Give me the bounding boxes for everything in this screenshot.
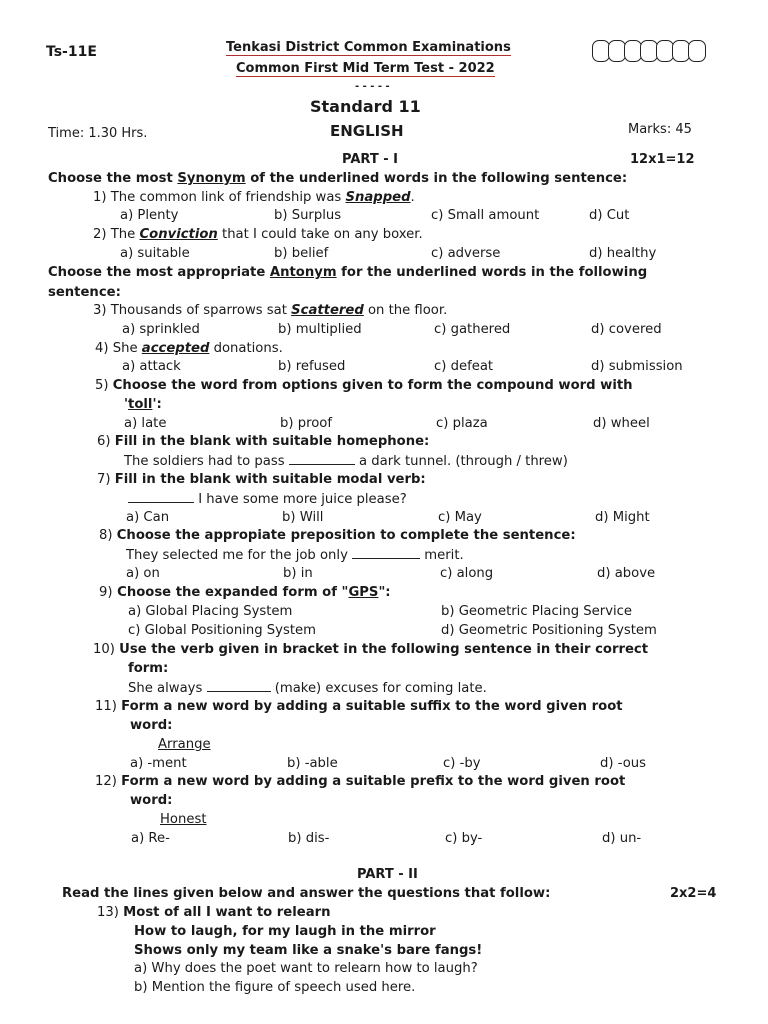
q3-option-c: c) gathered — [434, 322, 511, 337]
q9-option-a: a) Global Placing System — [128, 604, 293, 619]
question-11: 11) Form a new word by adding a suitable suffix to the word given root — [95, 699, 623, 714]
header-dashes: - - - - - — [355, 81, 390, 92]
question-13: 13) Most of all I want to relearn — [97, 905, 331, 920]
exam-time: Time: 1.30 Hrs. — [48, 126, 148, 141]
antonym-instruction-cont: sentence: — [48, 285, 121, 300]
q2-option-a: a) suitable — [120, 246, 190, 261]
q1-option-a: a) Plenty — [120, 208, 179, 223]
exam-name: Tenkasi District Common Examinations — [226, 40, 511, 55]
question-10-sentence: She always (make) excuses for coming late. — [128, 681, 487, 696]
part1-score: 12x1=12 — [630, 152, 695, 167]
subject-title: ENGLISH — [330, 122, 404, 140]
q12-option-b: b) dis- — [288, 831, 330, 846]
q3-option-b: b) multiplied — [278, 322, 362, 337]
register-number-boxes — [592, 40, 704, 62]
q2-option-b: b) belief — [274, 246, 329, 261]
q7-option-a: a) Can — [126, 510, 170, 525]
question-7: 7) Fill in the blank with suitable modal verb: — [97, 472, 426, 487]
question-12: 12) Form a new word by adding a suitable prefix to the word given root — [95, 774, 626, 789]
q4-option-a: a) attack — [122, 359, 181, 374]
question-7-sentence: I have some more juice please? — [128, 491, 407, 507]
question-11-cont: word: — [130, 718, 173, 733]
question-6-sentence: The soldiers had to pass a dark tunnel. (through / threw) — [124, 454, 568, 469]
question-12-cont: word: — [130, 793, 173, 808]
q3-option-a: a) sprinkled — [122, 322, 200, 337]
q3-option-d: d) covered — [591, 322, 662, 337]
standard-title: Standard 11 — [310, 97, 421, 116]
q11-root-word: Arrange — [158, 737, 211, 752]
q12-option-a: a) Re- — [131, 831, 170, 846]
question-5-cont: 'toll': — [124, 397, 162, 412]
q5-option-c: c) plaza — [436, 416, 488, 431]
q1-option-b: b) Surplus — [274, 208, 342, 223]
test-name: Common First Mid Term Test - 2022 — [236, 61, 495, 76]
q11-option-b: b) -able — [287, 756, 338, 771]
q8-option-d: d) above — [597, 566, 656, 581]
q8-option-c: c) along — [440, 566, 494, 581]
part2-instruction: Read the lines given below and answer the questions that follow: — [62, 886, 551, 901]
q5-option-b: b) proof — [280, 416, 332, 431]
question-10-cont: form: — [128, 661, 169, 676]
q5-option-a: a) late — [124, 416, 167, 431]
q9-option-b: b) Geometric Placing Service — [441, 604, 633, 619]
q7-option-d: d) Might — [595, 510, 650, 525]
poem-line-3: Shows only my team like a snake's bare fangs! — [134, 943, 483, 958]
q1-option-c: c) Small amount — [431, 208, 540, 223]
q9-option-d: d) Geometric Positioning System — [441, 623, 657, 638]
antonym-instruction: Choose the most appropriate Antonym for the underlined words in the following — [48, 265, 648, 280]
part1-title: PART - I — [342, 152, 398, 167]
q11-option-a: a) -ment — [130, 756, 187, 771]
q2-option-d: d) healthy — [589, 246, 657, 261]
total-marks: Marks: 45 — [628, 122, 692, 137]
question-2: 2) The Conviction that I could take on any boxer. — [93, 227, 423, 242]
question-9: 9) Choose the expanded form of "GPS": — [99, 585, 391, 600]
question-8: 8) Choose the appropiate preposition to complete the sentence: — [99, 528, 576, 543]
q12-option-d: d) un- — [602, 831, 642, 846]
question-5: 5) Choose the word from options given to form the compound word with — [95, 378, 633, 393]
question-6: 6) Fill in the blank with suitable homephone: — [97, 434, 430, 449]
q12-root-word: Honest — [160, 812, 207, 827]
synonym-instruction: Choose the most Synonym of the underlined words in the following sentence: — [48, 171, 628, 186]
part2-title: PART - II — [357, 867, 418, 882]
q4-option-b: b) refused — [278, 359, 346, 374]
q8-option-b: b) in — [283, 566, 313, 581]
q11-option-c: c) -by — [443, 756, 481, 771]
q7-option-b: b) Will — [282, 510, 324, 525]
question-8-sentence: They selected me for the job only merit. — [126, 548, 464, 563]
q4-option-c: c) defeat — [434, 359, 494, 374]
q13-sub-a: a) Why does the poet want to relearn how to laugh? — [134, 961, 478, 976]
q7-option-c: c) May — [438, 510, 482, 525]
question-1: 1) The common link of friendship was Snapped. — [93, 190, 415, 205]
question-10: 10) Use the verb given in bracket in the following sentence in their correct — [93, 642, 649, 657]
poem-line-2: How to laugh, for my laugh in the mirror — [134, 924, 436, 939]
q1-option-d: d) Cut — [589, 208, 630, 223]
q4-option-d: d) submission — [591, 359, 683, 374]
part2-score: 2x2=4 — [670, 886, 717, 901]
q8-option-a: a) on — [126, 566, 160, 581]
q12-option-c: c) by- — [445, 831, 483, 846]
q9-option-c: c) Global Positioning System — [128, 623, 316, 638]
question-3: 3) Thousands of sparrows sat Scattered on the floor. — [93, 303, 448, 318]
paper-code: Ts-11E — [46, 44, 97, 60]
question-4: 4) She accepted donations. — [95, 341, 283, 356]
q11-option-d: d) -ous — [600, 756, 647, 771]
q13-sub-b: b) Mention the figure of speech used here. — [134, 980, 416, 995]
q5-option-d: d) wheel — [593, 416, 650, 431]
q2-option-c: c) adverse — [431, 246, 501, 261]
